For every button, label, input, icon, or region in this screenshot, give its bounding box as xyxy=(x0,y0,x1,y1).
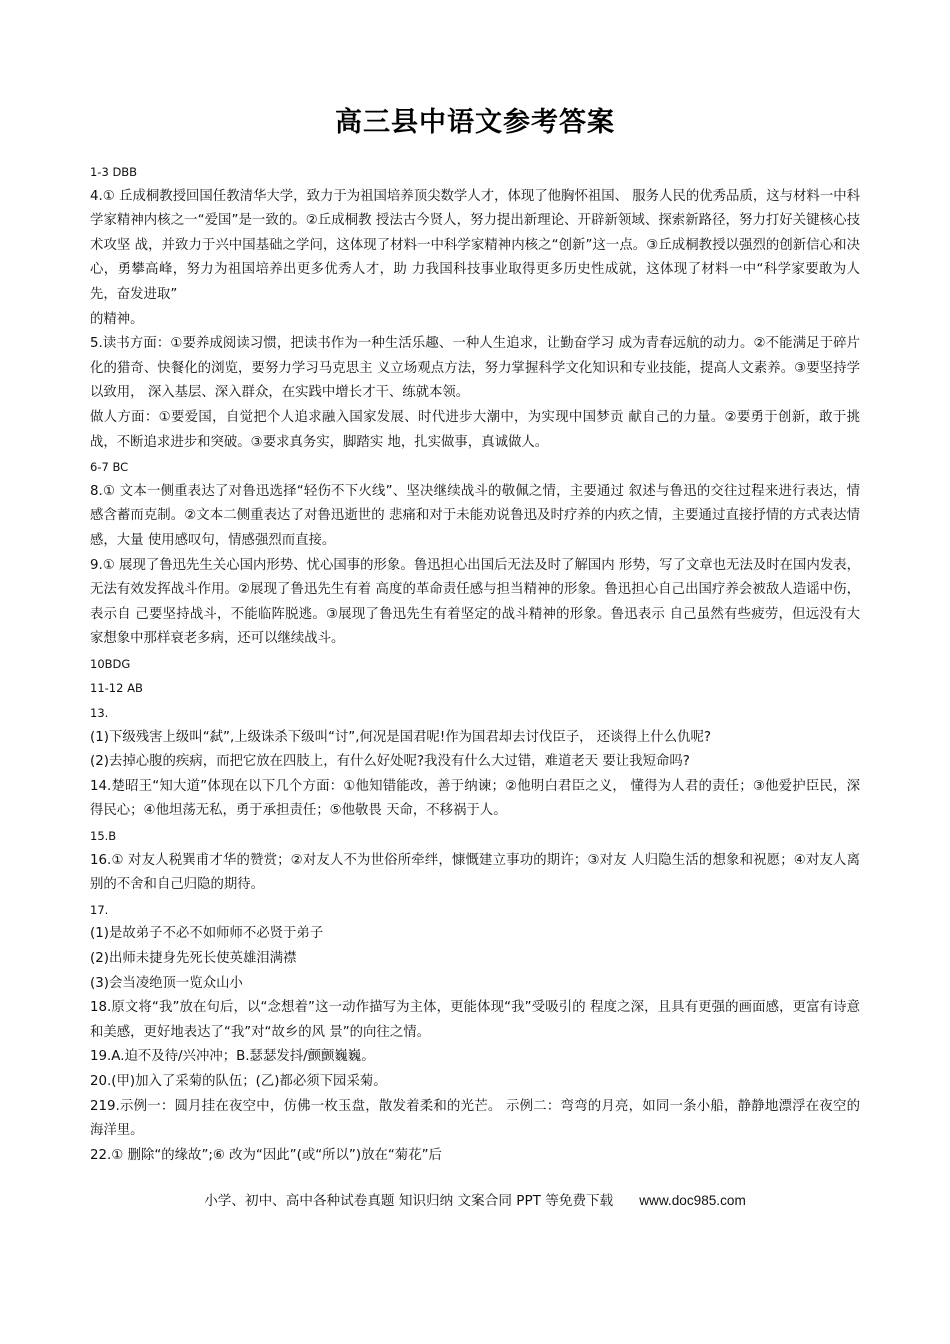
footer-site-link[interactable]: www.doc985.com xyxy=(639,1193,746,1208)
answer-11-12: 11-12 AB xyxy=(90,681,143,696)
answer-13-heading: 13. xyxy=(90,706,109,721)
answer-14: 14.楚昭王“知大道”体现在以下几个方面：①他知错能改，善于纳谏；②他明白君臣之义， 懂得为人君的责任；③他爱护臣民，深得民心；④他坦荡无私，勇于承担责任；⑤他敬畏 天命，不移祸于人。 xyxy=(90,778,860,819)
answer-19: 19.A.迫不及待/兴冲冲；B.瑟瑟发抖/颤颤巍巍。 xyxy=(90,1049,375,1065)
answer-8: 8.① 文本一侧重表达了对鲁迅选择“轻伤不下火线”、坚决继续战斗的敬佩之情，主要通过 叙述与鲁迅的交往过程来进行表达，情感含蓄而克制。②文本二侧重表达了对鲁迅逝世的 悲痛和对于未能劝说鲁迅及时疗养的内疚之情，主要通过直接抒情的方式表达情感，大量 使用感叹句，情感强烈而直接。 xyxy=(90,483,860,548)
answer-22: 22.① 删除“的缘故”;⑥ 改为“因此”(或“所以”)放在“菊花”后 xyxy=(90,1147,442,1163)
answer-17-2: (2)出师未捷身先死长使英雄泪满襟 xyxy=(90,951,297,966)
answer-15: 15.B xyxy=(90,829,117,844)
answer-1-3: 1-3 DBB xyxy=(90,165,138,179)
answer-17-1: (1)是故弟子不必不如师师不必贤于弟子 xyxy=(90,926,324,942)
answer-9: 9.① 展现了鲁迅先生关心国内形势、忧心国事的形象。鲁迅担心出国后无法及时了解国内 形势，写了文章也无法及时在国内发表，无法有效发挥战斗作用。②展现了鲁迅先生有着 高度的革命责任感与担当精神的形象。鲁迅担心自己出国疗养会被敌人造谣中伤，表示自 己要坚持战斗，不能临阵脱逃。③展现了鲁迅先生有着坚定的战斗精神的形象。鲁迅表示 自己虽然有些疲劳，但远没有大家想象中那样衰老多病，还可以继续战斗。 xyxy=(90,557,860,647)
answer-20: 20.(甲)加入了采菊的队伍；(乙)都必须下园采菊。 xyxy=(90,1073,387,1089)
document-title: 高三县中语文参考答案 xyxy=(335,107,615,138)
answer-4: 4.① 丘成桐教授回国任教清华大学，致力于为祖国培养顶尖数学人才，体现了他胸怀祖国、 服务人民的优秀品质，这与材料一中科学家精神内核之一“爱国”是一致的。②丘成桐教 授法古今贤人，努力提出新理论、开辟新领域、探索新路径，努力打好关键核心技术攻坚 战，并致力于兴中国基础之学问，这体现了材料一中科学家精神内核之“创新”这一点。③丘成桐教授以强烈的创新信心和决心，勇攀高峰，努力为祖国培养出更多优秀人才，助 力我国科技事业取得更多历史性成就，这体现了材料一中“科学家要敢为人先，奋发进取” xyxy=(90,188,860,302)
answer-6-7: 6-7 BC xyxy=(90,460,129,475)
answer-18: 18.原文将“我”放在句后，以“念想着”这一动作描写为主体，更能体现“我”受吸引的 程度之深，且具有更强的画面感，更富有诗意和美感，更好地表达了“我”对“故乡的风 景”的向往之情。 xyxy=(90,1000,860,1040)
answer-21: 219.示例一：圆月挂在夜空中，仿佛一枚玉盘，散发着柔和的光芒。 示例二：弯弯的月亮，如同一条小船，静静地漂浮在夜空的海洋里。 xyxy=(90,1098,860,1139)
answer-5-conduct: 做人方面：①要爱国，自觉把个人追求融入国家发展、时代进步大潮中，为实现中国梦贡 献自己的力量。②要勇于创新，敢于挑战，不断追求进步和突破。③要求真务实，脚踏实 地，扎实做事，真诚做人。 xyxy=(90,409,860,450)
answer-10: 10BDG xyxy=(90,656,131,671)
answer-17-3: (3)会当凌绝顶一览众山小 xyxy=(90,975,243,991)
page-footer xyxy=(0,1189,950,1209)
answer-5-reading: 5.读书方面：①要养成阅读习惯，把读书作为一种生活乐趣、一种人生追求，让勤奋学习 成为青春远航的动力。②不能满足于碎片化的猎奇、快餐化的浏览，要努力学习马克思主 义立场观点方法，努力掌握科学文化知识和专业技能，提高人文素养。③要坚持学以致用， 深入基层、深入群众，在实践中增长才干、练就本领。 xyxy=(90,336,860,401)
answer-13-2: (2)去掉心腹的疾病，而把它放在四肢上，有什么好处呢?我没有什么大过错，难道老天 要让我短命吗? xyxy=(90,754,690,770)
answer-17-heading: 17. xyxy=(90,902,109,917)
answer-4-tail: 的精神。 xyxy=(90,311,144,327)
footer-text: 小学、初中、高中各种试卷真题 知识归纳 文案合同 PPT 等免费下载 xyxy=(204,1193,614,1209)
answer-13-1: (1)下级残害上级叫“弑”,上级诛杀下级叫“讨”,何况是国君呢!作为国君却去讨伐臣子， 还谈得上什么仇呢? xyxy=(90,729,711,745)
answer-body xyxy=(90,160,860,1168)
answer-16: 16.① 对友人税巽甫才华的赞赏；②对友人不为世俗所牵绊，慷慨建立事功的期许；③对友 人归隐生活的想象和祝愿；④对友人离别的不舍和自己归隐的期待。 xyxy=(90,852,860,893)
